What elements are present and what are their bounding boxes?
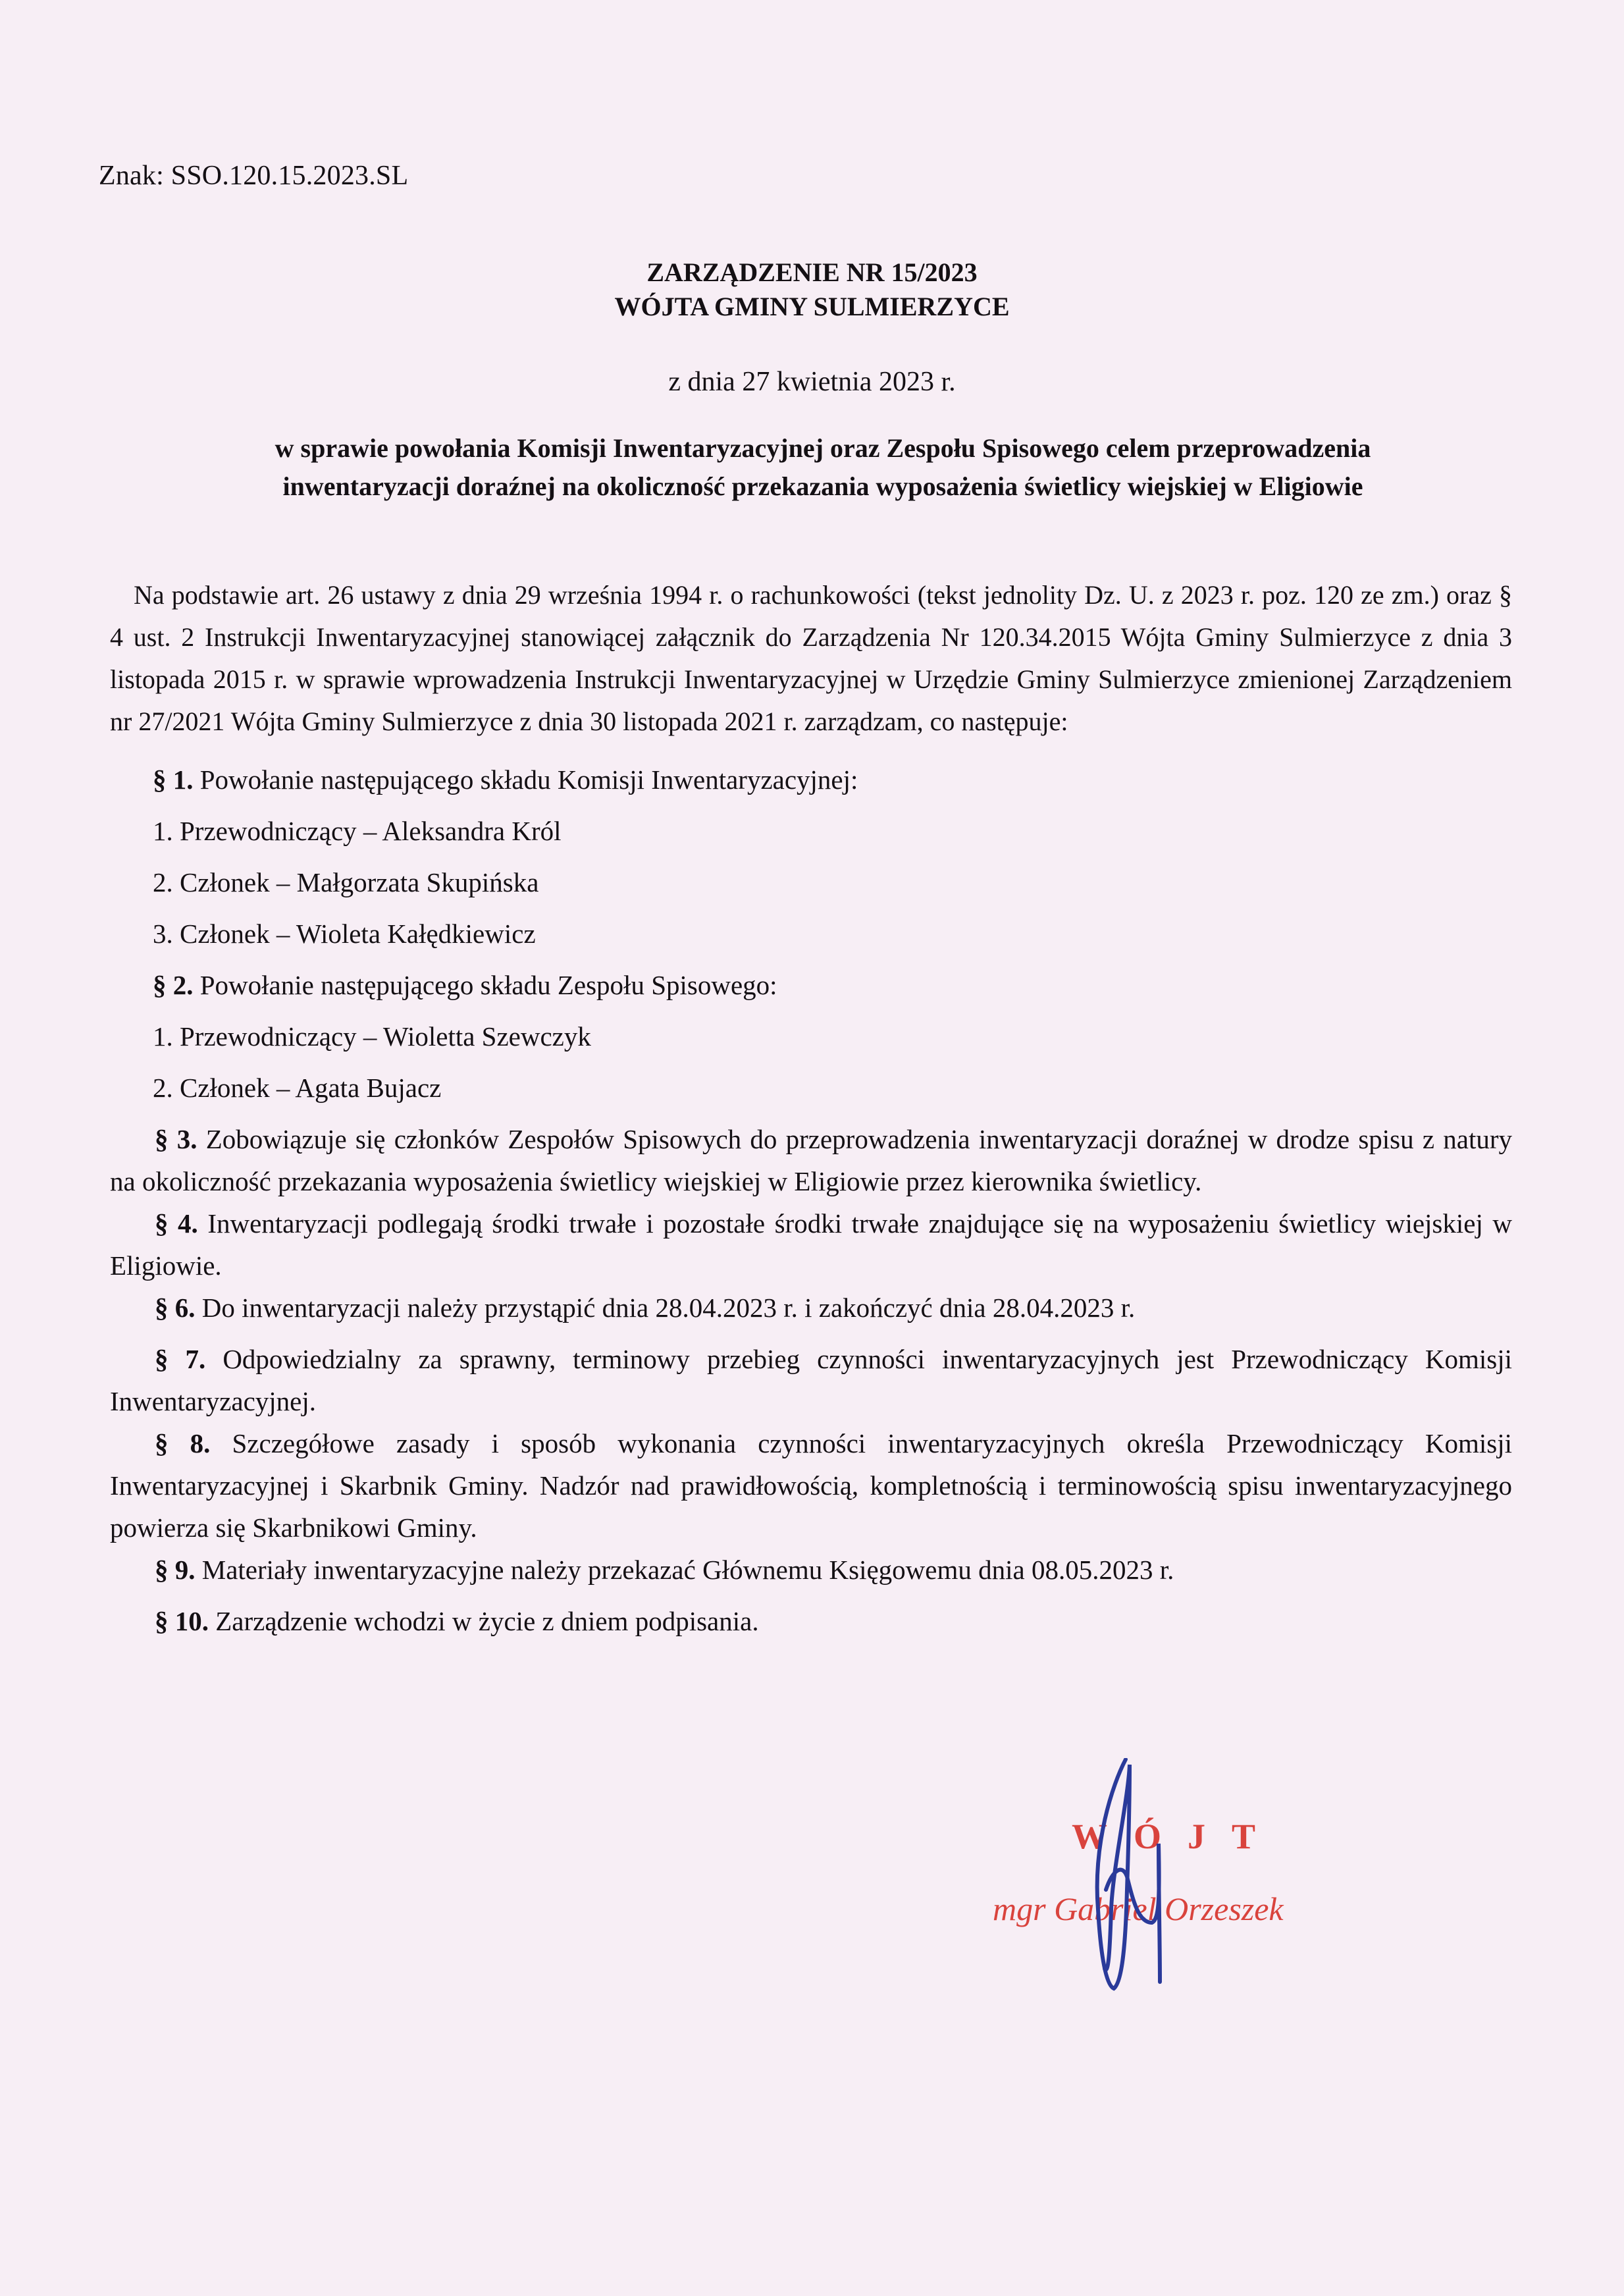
section-label: § 3. xyxy=(155,1124,197,1154)
title-line-1: ZARZĄDZENIE NR 15/2023 xyxy=(646,257,978,287)
team-member: 2. Członek – Agata Bujacz xyxy=(153,1073,442,1103)
section-label: § 2. xyxy=(153,970,194,1000)
stamp-title: WÓJT xyxy=(1072,1817,1282,1856)
section-text: Odpowiedzialny za sprawny, terminowy przebieg czynności inwentaryzacyjnych jest Przewodniczący Komisji Inwentaryzacyjnej. xyxy=(110,1344,1512,1416)
preamble: Na podstawie art. 26 ustawy z dnia 29 września 1994 r. o rachunkowości (tekst jednolity Dz. U. z 2023 r. poz. 120 ze zm.) oraz § 4 ust. 2 Instrukcji Inwentaryzacyjnej stanowiącej załącznik do Zarządzenia Nr 120.34.2015 Wójta Gminy Sulmierzyce z dnia 3 listopada 2015 r. w sprawie wprowadzenia Instrukcji Inwentaryzacyjnej w Urzędzie Gminy Sulmierzyce zmienionej Zarządzeniem nr 27/2021 Wójta Gminy Sulmierzyce z dnia 30 listopada 2021 r. zarządzam, co następuje: xyxy=(110,580,1512,736)
section-6 xyxy=(110,1287,1512,1329)
subject-line-1: w sprawie powołania Komisji Inwentaryzacyjnej oraz Zespołu Spisowego celem przeprowadzenia xyxy=(275,433,1371,463)
section-8 xyxy=(110,1422,1512,1549)
section-text: Szczegółowe zasady i sposób wykonania czynności inwentaryzacyjnych określa Przewodniczący Komisji Inwentaryzacyjnej i Skarbnik Gminy. Nadzór nad prawidłowością, kompletnością i terminowością spisu inwentaryzacyjnego powierza się Skarbnikowi Gminy. xyxy=(110,1428,1512,1543)
reference-number: Znak: SSO.120.15.2023.SL xyxy=(99,161,409,191)
section-9 xyxy=(110,1549,1512,1591)
section-text: Zobowiązuje się członków Zespołów Spisowych do przeprowadzenia inwentaryzacji doraźnej w drodze spisu z natury na okoliczność przekazania wyposażenia świetlicy wiejskiej w Eligiowie przez kierownika świetlicy. xyxy=(110,1124,1512,1196)
commission-member: 2. Członek – Małgorzata Skupińska xyxy=(153,867,539,897)
section-label: § 8. xyxy=(155,1428,211,1458)
section-label: § 4. xyxy=(155,1208,198,1239)
document-subject xyxy=(132,429,1514,506)
section-text: Powołanie następującego składu Zespołu Spisowego: xyxy=(199,970,777,1000)
section-4 xyxy=(110,1202,1512,1287)
section-3 xyxy=(110,1118,1512,1202)
document-title xyxy=(0,255,1624,324)
subject-line-2: inwentaryzacji doraźnej na okoliczność przekazania wyposażenia świetlicy wiejskiej w Eligiowie xyxy=(282,471,1363,501)
team-member: 1. Przewodniczący – Wioletta Szewczyk xyxy=(153,1021,591,1052)
section-text: Zarządzenie wchodzi w życie z dniem podpisania. xyxy=(215,1606,759,1636)
section-7 xyxy=(110,1338,1512,1422)
section-10 xyxy=(110,1600,1512,1642)
section-label: § 10. xyxy=(155,1606,209,1636)
stamp-name: mgr Gabriel Orzeszek xyxy=(993,1890,1284,1927)
section-text: Inwentaryzacji podlegają środki trwałe i pozostałe środki trwałe znajdujące się na wyposażeniu świetlicy wiejskiej w Eligiowie. xyxy=(110,1208,1512,1281)
section-label: § 9. xyxy=(155,1555,196,1585)
section-text: Do inwentaryzacji należy przystąpić dnia 28.04.2023 r. i zakończyć dnia 28.04.2023 r. xyxy=(201,1293,1136,1323)
section-label: § 7. xyxy=(155,1344,206,1374)
section-text: Materiały inwentaryzacyjne należy przekazać Głównemu Księgowemu dnia 08.05.2023 r. xyxy=(201,1555,1174,1585)
title-line-2: WÓJTA GMINY SULMIERZYCE xyxy=(614,292,1010,321)
section-2 xyxy=(153,969,777,1001)
commission-member: 1. Przewodniczący – Aleksandra Król xyxy=(153,816,562,846)
section-1 xyxy=(153,764,858,795)
document-date: z dnia 27 kwietnia 2023 r. xyxy=(668,367,956,397)
section-text: Powołanie następującego składu Komisji Inwentaryzacyjnej: xyxy=(199,764,858,795)
signature-icon xyxy=(1086,1758,1218,1995)
commission-member: 3. Członek – Wioleta Kałędkiewicz xyxy=(153,919,536,949)
section-label: § 6. xyxy=(155,1293,196,1323)
section-label: § 1. xyxy=(153,764,194,795)
